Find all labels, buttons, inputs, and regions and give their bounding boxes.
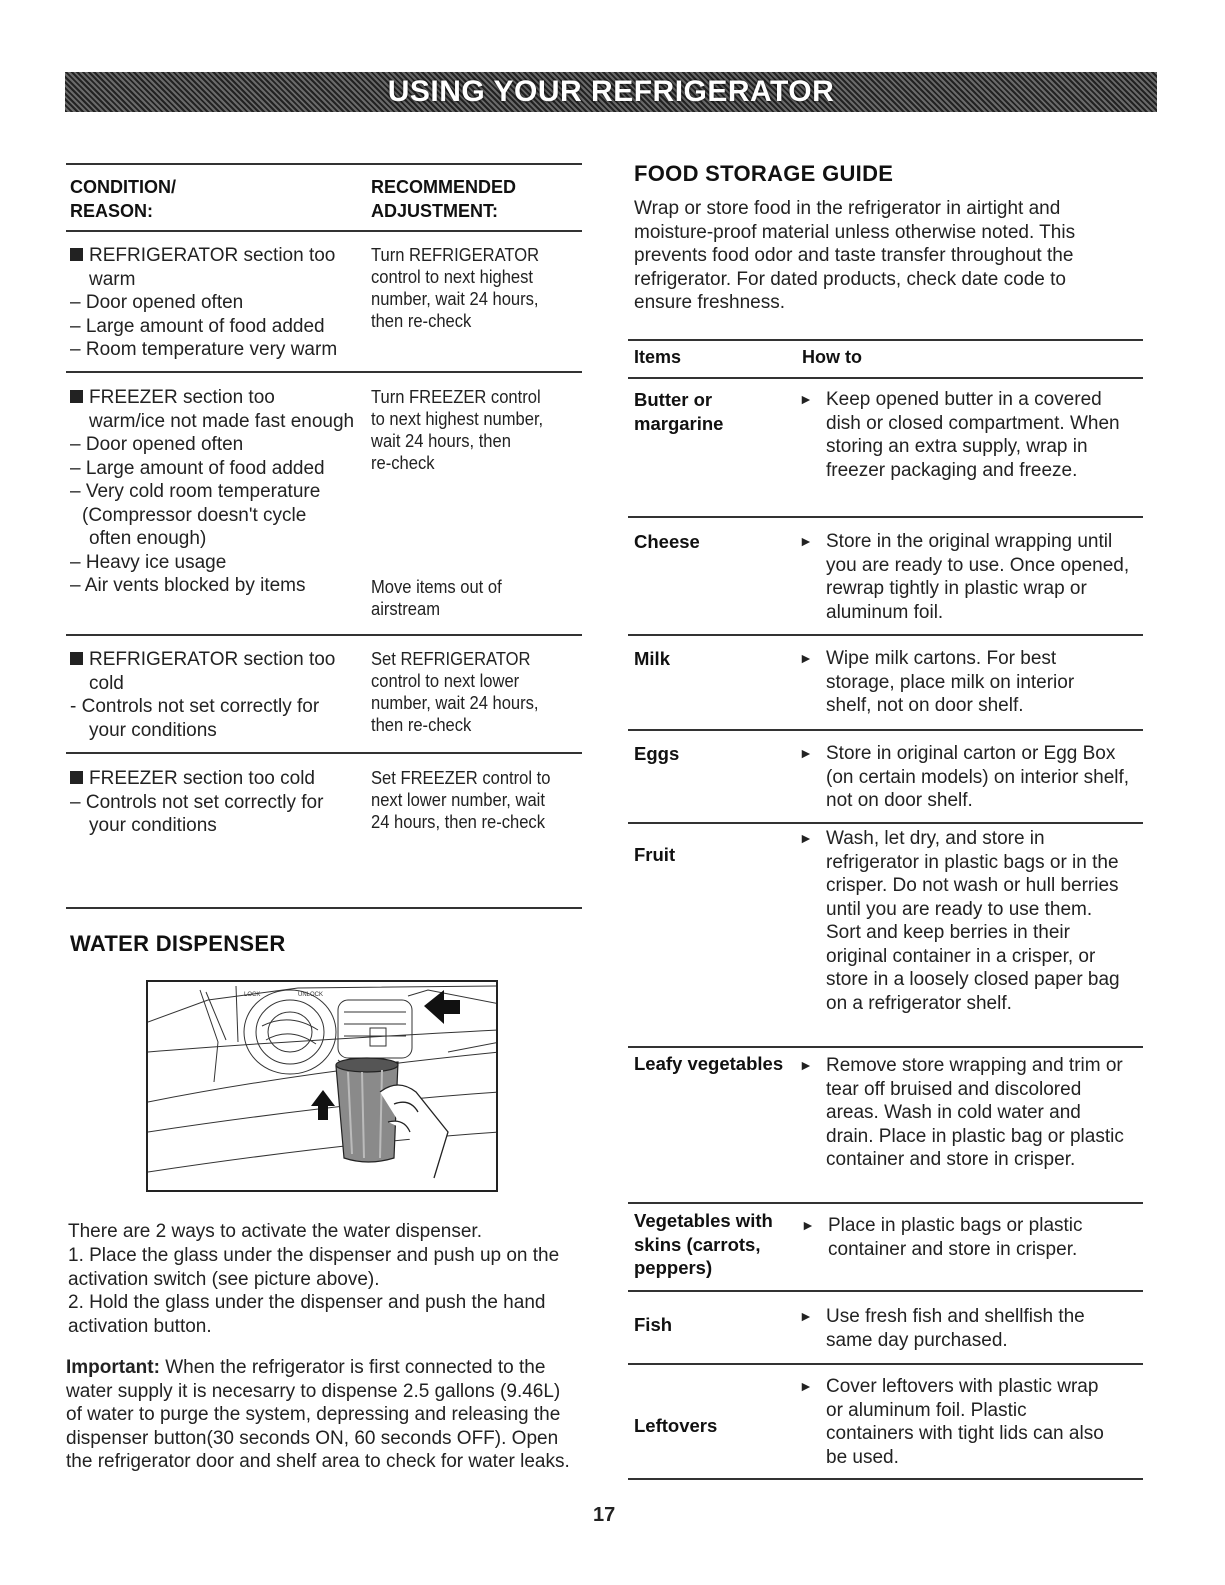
square-bullet-icon: [70, 248, 83, 261]
triangle-bullet-icon: ►: [799, 1057, 813, 1073]
square-bullet-icon: [70, 771, 83, 784]
food-howto: ► Wipe milk cartons. For best storage, place milk on interior shelf, not on door shelf.: [799, 648, 1075, 716]
important-label: Important:: [66, 1357, 160, 1378]
food-row-rule: [628, 1202, 1143, 1204]
row-rule: [66, 371, 582, 373]
col-howto-header: How to: [802, 347, 862, 367]
header-adjustment: RECOMMENDED ADJUSTMENT:: [371, 177, 517, 221]
food-item: Fish: [634, 1314, 673, 1335]
food-howto: ► Store in the original wrapping until you are ready to use. Once opened, rewrap tightly in plastic wrap or aluminum foil.: [799, 531, 1130, 623]
triangle-bullet-icon: ►: [799, 1378, 813, 1394]
water-dispenser-illustration: [146, 980, 498, 1192]
condition-row-3: REFRIGERATOR section too cold - Controls not set correctly for your conditions: [70, 649, 336, 741]
food-item: Leftovers: [634, 1415, 718, 1436]
food-item: Leafy vegetables: [634, 1053, 784, 1074]
header-condition: CONDITION/ REASON:: [70, 177, 176, 221]
food-item: Eggs: [634, 743, 680, 764]
food-row-rule: [628, 634, 1143, 636]
triangle-bullet-icon: ►: [799, 830, 813, 846]
adjustment-row-3: Set REFRIGERATOR control to next lower number, wait 24 hours, then re-check: [371, 649, 539, 735]
row-rule: [66, 634, 582, 636]
adjustment-row-1: Turn REFRIGERATOR control to next highest number, wait 24 hours, then re-check: [371, 245, 540, 331]
guide-header-rule: [628, 377, 1143, 379]
condition-row-2: FREEZER section too warm/ice not made fast enough – Door opened often – Large amount of food added – Very cold room temperature (Compressor doesn't cycle often enough) – Heavy ice usage – Air vents blocked by items: [70, 387, 355, 596]
triangle-bullet-icon: ►: [799, 533, 813, 549]
food-guide-intro: Wrap or store food in the refrigerator in airtight and moisture-proof material unless otherwise noted. This prevents food odor and taste transfer throughout the refrigerator. For dated products, check date code to ensure freshness.: [634, 198, 1076, 313]
food-row-rule: [628, 516, 1143, 518]
page-banner: [65, 72, 1157, 112]
water-dispenser-title: WATER DISPENSER: [70, 931, 286, 956]
water-dispenser-step-1: 1. Place the glass under the dispenser and push up on the activation switch (see picture above).: [68, 1245, 560, 1290]
page-number: 17: [593, 1504, 616, 1526]
food-row-rule: [628, 1046, 1143, 1048]
up-arrow-icon: [311, 1090, 335, 1120]
guide-bottom-rule: [628, 1478, 1143, 1480]
food-item: Vegetables with skins (carrots, peppers): [634, 1210, 773, 1278]
food-row-rule: [628, 729, 1143, 731]
adjustment-row-2-extra: Move items out of airstream: [371, 577, 502, 619]
triangle-bullet-icon: ►: [799, 650, 813, 666]
food-howto: ► Keep opened butter in a covered dish or closed compartment. When storing an extra supply, wrap in freezer packaging and freeze.: [799, 389, 1120, 481]
food-row-rule: [628, 1290, 1143, 1292]
guide-top-rule: [628, 339, 1143, 341]
header-rule: [66, 230, 582, 232]
food-howto: ► Place in plastic bags or plastic container and store in crisper.: [801, 1215, 1083, 1260]
food-item: Cheese: [634, 531, 700, 552]
food-howto: ► Store in original carton or Egg Box (on certain models) on interior shelf, not on door shelf.: [799, 743, 1130, 811]
food-row-rule: [628, 822, 1143, 824]
triangle-bullet-icon: ►: [799, 745, 813, 761]
food-item: Butter or margarine: [634, 389, 724, 434]
adjustment-row-4: Set FREEZER control to next lower number, wait 24 hours, then re-check: [371, 768, 551, 832]
food-howto: ► Use fresh fish and shellfish the same day purchased.: [799, 1306, 1085, 1351]
water-dispenser-intro: There are 2 ways to activate the water dispenser.: [68, 1221, 482, 1242]
food-item: Fruit: [634, 844, 676, 865]
square-bullet-icon: [70, 390, 83, 403]
food-howto: ► Cover leftovers with plastic wrap or aluminum foil. Plastic containers with tight lids can also be used.: [799, 1376, 1104, 1468]
triangle-bullet-icon: ►: [801, 1217, 815, 1233]
col-items-header: Items: [634, 347, 682, 367]
food-guide-title: FOOD STORAGE GUIDE: [634, 161, 894, 186]
important-text: When the refrigerator is first connected to the water supply it is necesarry to dispense 2.5 gallons (9.46L) of water to purge the system, depressing and releasing the dispenser button(30 seconds ON, 60 seconds OFF). Open the refrigerator door and shelf area to check for water leaks.: [66, 1357, 570, 1472]
adjustment-row-2: Turn FREEZER control to next highest number, wait 24 hours, then re-check: [371, 387, 544, 473]
water-dispenser-step-2: 2. Hold the glass under the dispenser and push the hand activation button.: [68, 1292, 546, 1337]
unlock-label: UNLOCK: [298, 992, 324, 998]
food-item: Milk: [634, 648, 670, 669]
important-note: [66, 1356, 578, 1474]
banner-title: USING YOUR REFRIGERATOR: [387, 75, 835, 108]
food-row-rule: [628, 1363, 1143, 1365]
lock-label: LOCK: [244, 992, 261, 998]
triangle-bullet-icon: ►: [799, 391, 813, 407]
dispenser-drawing: [148, 982, 498, 1192]
triangle-bullet-icon: ►: [799, 1308, 813, 1324]
table-top-rule: [66, 163, 582, 165]
square-bullet-icon: [70, 652, 83, 665]
table-bottom-rule: [66, 907, 582, 909]
condition-row-4: FREEZER section too cold – Controls not set correctly for your conditions: [70, 768, 324, 836]
row-rule: [66, 752, 582, 754]
food-howto: ► Wash, let dry, and store in refrigerator in plastic bags or in the crisper. Do not wash or hull berries until you are ready to use them. Sort and keep berries in their original container in a crisper, or store in a loosely closed paper bag on a refrigerator shelf.: [799, 828, 1120, 1014]
condition-row-1: REFRIGERATOR section too warm – Door opened often – Large amount of food added – Room temperature very warm: [70, 245, 338, 360]
food-howto: ► Remove store wrapping and trim or tear off bruised and discolored areas. Wash in cold water and drain. Place in plastic bag or plastic container and store in crisper.: [799, 1055, 1124, 1170]
